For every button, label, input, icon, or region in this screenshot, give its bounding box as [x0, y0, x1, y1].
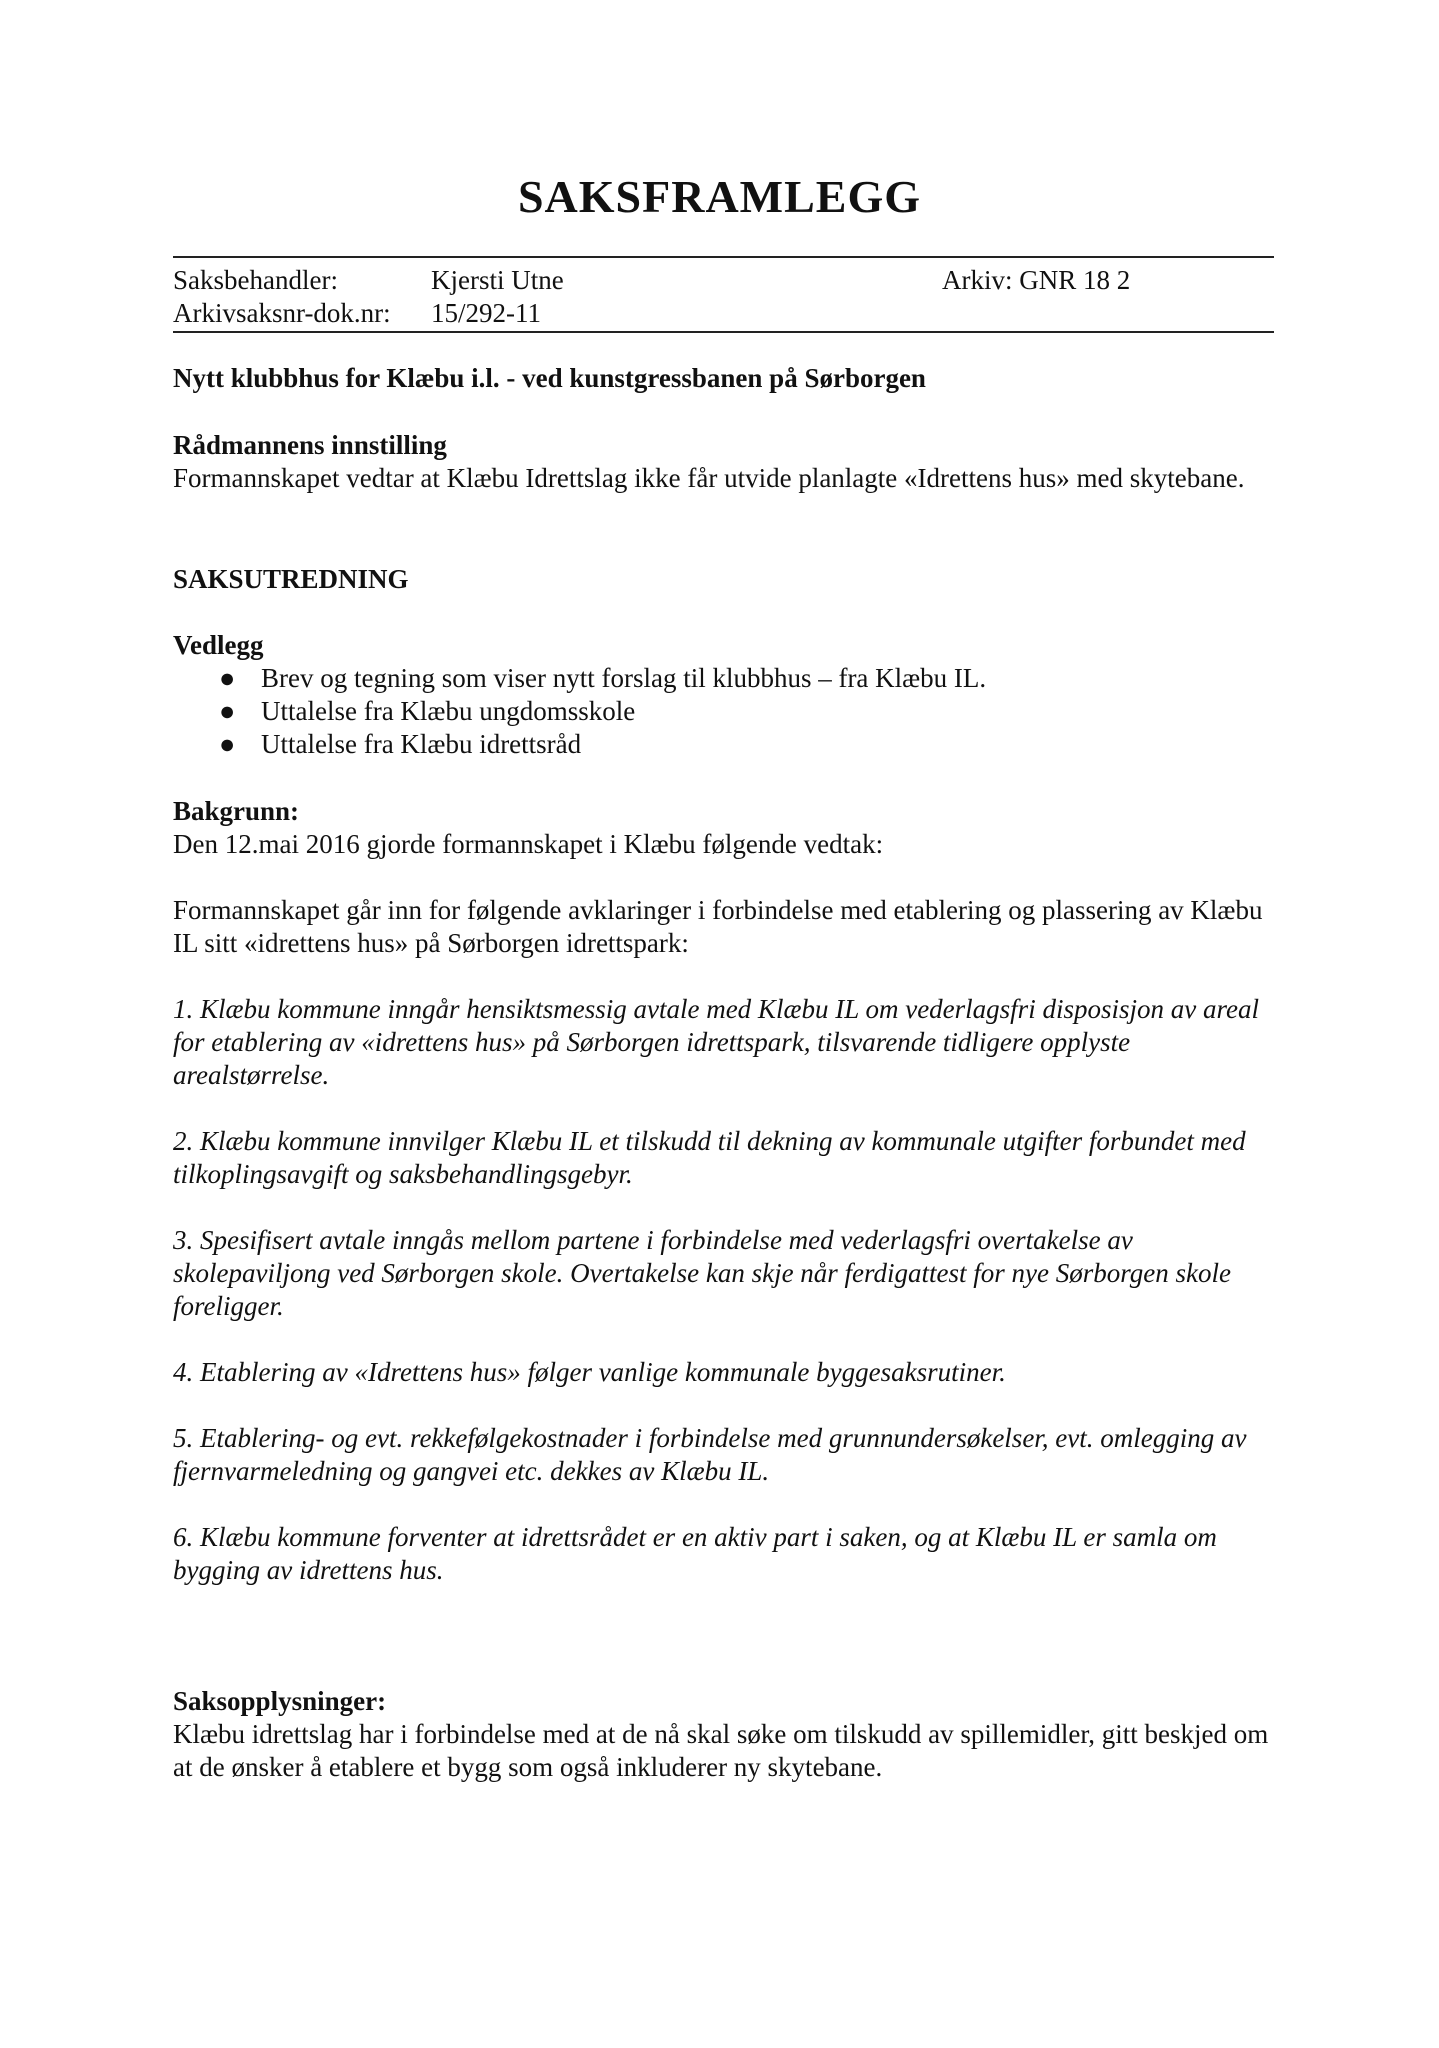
saksutredning-heading: SAKSUTREDNING	[173, 564, 409, 594]
vedtak-point-1: 1. Klæbu kommune inngår hensiktsmessig avtale med Klæbu IL om vederlagsfri disposisjon av areal for etablering av «idrettens hus» på Sørborgen idrettspark, tilsvarende tidligere opplyste arealstørrelse.	[173, 994, 1259, 1090]
vedtak-point-2: 2. Klæbu kommune innvilger Klæbu IL et tilskudd til dekning av kommunale utgifter forbundet med tilkoplingsavgift og saksbehandlingsgebyr.	[173, 1126, 1246, 1189]
vedtak-point-3: 3. Spesifisert avtale inngås mellom partene i forbindelse med vederlagsfri overtakelse av skolepaviljong ved Sørborgen skole. Overtakelse kan skje når ferdigattest for nye Sørborgen skole foreligger.	[173, 1225, 1231, 1321]
subject-line: Nytt klubbhus for Klæbu i.l. - ved kunstgressbanen på Sørborgen	[173, 363, 926, 393]
arkiv-value: Arkiv: GNR 18 2	[942, 265, 1131, 295]
list-item	[173, 662, 1273, 695]
list-item	[173, 695, 1273, 728]
saksopplysninger-text: Klæbu idrettslag har i forbindelse med at de nå skal søke om tilskudd av spillemidler, gitt beskjed om at de ønsker å etablere et bygg som også inkluderer ny skytebane.	[173, 1719, 1269, 1782]
vedtak-point-4: 4. Etablering av «Idrettens hus» følger vanlige kommunale byggesaksrutiner.	[173, 1357, 1006, 1387]
bullet-icon: ●	[219, 729, 236, 759]
bullet-icon: ●	[219, 663, 236, 693]
saksbehandler-value: Kjersti Utne	[431, 265, 564, 295]
arkivsaksnr-label: Arkivsaksnr-dok.nr:	[173, 298, 391, 328]
vedlegg-item-text: Uttalelse fra Klæbu idrettsråd	[261, 729, 582, 759]
header-top-rule	[173, 256, 1274, 258]
bakgrunn-intro: Den 12.mai 2016 gjorde formannskapet i Klæbu følgende vedtak:	[173, 829, 884, 859]
document-title: SAKSFRAMLEGG	[517, 171, 922, 222]
header-bottom-rule	[173, 331, 1274, 333]
bullet-icon: ●	[219, 696, 236, 726]
list-item	[173, 728, 1273, 761]
vedlegg-item-text: Uttalelse fra Klæbu ungdomsskole	[261, 696, 636, 726]
document-body	[173, 362, 1273, 1784]
bakgrunn-paragraph: Formannskapet går inn for følgende avklaringer i forbindelse med etablering og plassering av Klæbu IL sitt «idrettens hus» på Sørborgen idrettspark:	[173, 895, 1263, 958]
bakgrunn-heading: Bakgrunn:	[173, 796, 300, 826]
vedlegg-list	[173, 662, 1273, 761]
vedlegg-heading: Vedlegg	[173, 630, 264, 660]
vedtak-point-5: 5. Etablering- og evt. rekkefølgekostnader i forbindelse med grunnundersøkelser, evt. omlegging av fjernvarmeledning og gangvei etc. dekkes av Klæbu IL.	[173, 1423, 1247, 1486]
vedlegg-item-text: Brev og tegning som viser nytt forslag til klubbhus – fra Klæbu IL.	[261, 663, 987, 693]
innstilling-heading: Rådmannens innstilling	[173, 430, 447, 460]
saksopplysninger-heading: Saksopplysninger:	[173, 1686, 387, 1716]
arkivsaksnr-value: 15/292-11	[431, 298, 541, 328]
vedtak-point-6: 6. Klæbu kommune forventer at idrettsrådet er en aktiv part i saken, og at Klæbu IL er samla om bygging av idrettens hus.	[173, 1522, 1217, 1585]
innstilling-text: Formannskapet vedtar at Klæbu Idrettslag ikke får utvide planlagte «Idrettens hus» med skytebane.	[173, 463, 1245, 493]
saksbehandler-label: Saksbehandler:	[173, 265, 338, 295]
